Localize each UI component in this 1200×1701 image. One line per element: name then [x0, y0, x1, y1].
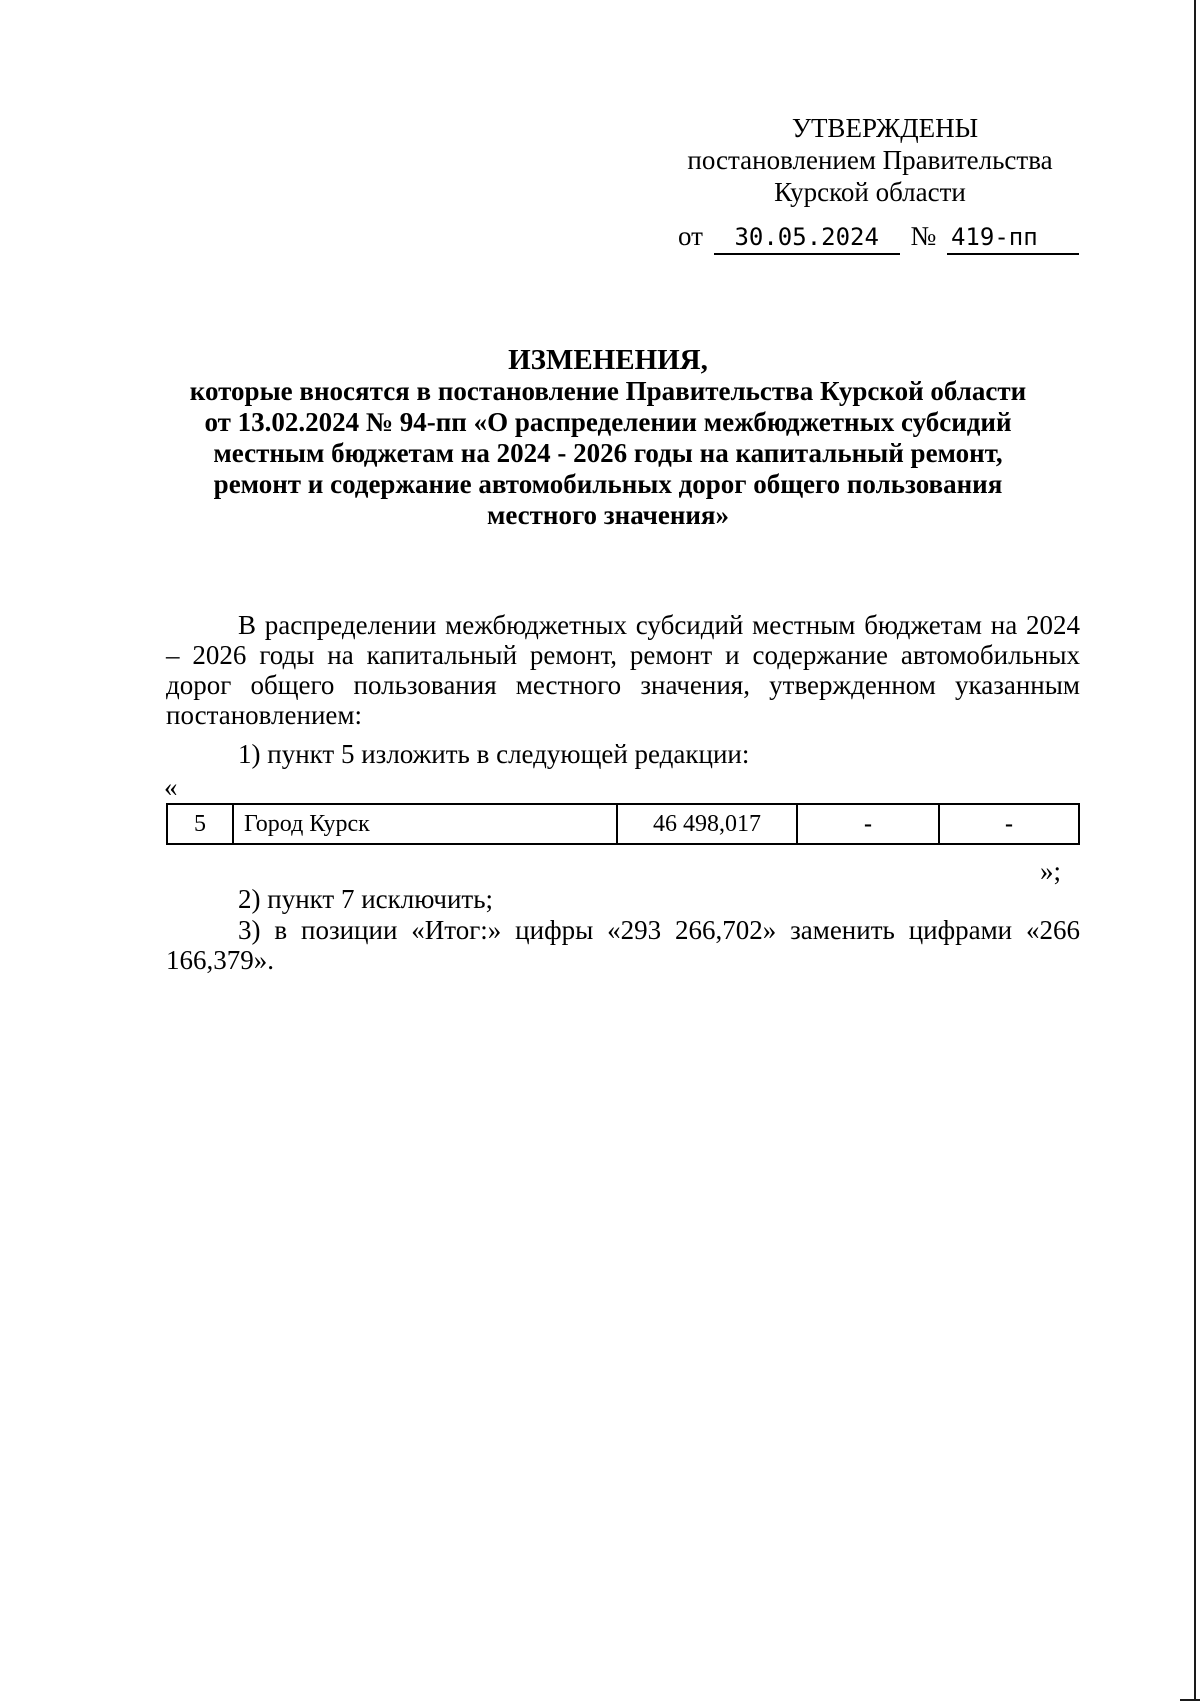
approval-by: постановлением Правительства — [687, 145, 1053, 175]
approval-title: УТВЕРЖДЕНЫ — [791, 113, 979, 143]
title-heading: ИЗМЕНЕНИЯ, — [508, 344, 708, 376]
table-cell-col4: - — [798, 805, 940, 843]
approval-block — [660, 112, 1080, 208]
title-line: местного значения» — [486, 500, 730, 530]
approval-date-line — [678, 220, 1079, 255]
approval-region: Курской области — [774, 177, 966, 207]
from-label: от — [678, 221, 703, 251]
subsidy-table-row — [166, 803, 1080, 845]
approval-date: 30.05.2024 — [714, 221, 900, 255]
approval-number: 419-пп — [947, 221, 1079, 255]
title-line: ремонт и содержание автомобильных дорог общего пользования — [213, 469, 1003, 499]
item-2: 2) пункт 7 исключить; — [238, 884, 494, 914]
title-line: местным бюджетам на 2024 - 2026 годы на капитальный ремонт, — [213, 438, 1003, 468]
item-1: 1) пункт 5 изложить в следующей редакции: — [238, 739, 750, 769]
open-quote: « — [164, 772, 178, 802]
page-edge-right — [1194, 0, 1196, 1701]
document-title — [168, 345, 1048, 531]
title-line: от 13.02.2024 № 94-пп «О распределении межбюджетных субсидий — [204, 407, 1012, 437]
table-cell-number: 5 — [168, 805, 234, 843]
table-cell-value: 46 498,017 — [618, 805, 798, 843]
item-3: 3) в позиции «Итог:» цифры «293 266,702» заменить цифрами «266 166,379». — [166, 915, 1080, 975]
title-line: которые вносятся в постановление Правительства Курской области — [189, 376, 1027, 406]
table-cell-col5: - — [1005, 810, 1013, 837]
table-cell-name: Город Курск — [234, 805, 618, 843]
item-3-block — [166, 915, 1080, 975]
body-intro: В распределении межбюджетных субсидий местным бюджетам на 2024 – 2026 годы на капитальный ремонт, ремонт и содержание автомобильных дорог общего пользования местного значения, утвержденном указанным постановлением: — [166, 610, 1080, 730]
number-label: № — [910, 221, 937, 251]
body-intro-block — [166, 610, 1080, 730]
close-quote: »; — [1040, 856, 1062, 886]
